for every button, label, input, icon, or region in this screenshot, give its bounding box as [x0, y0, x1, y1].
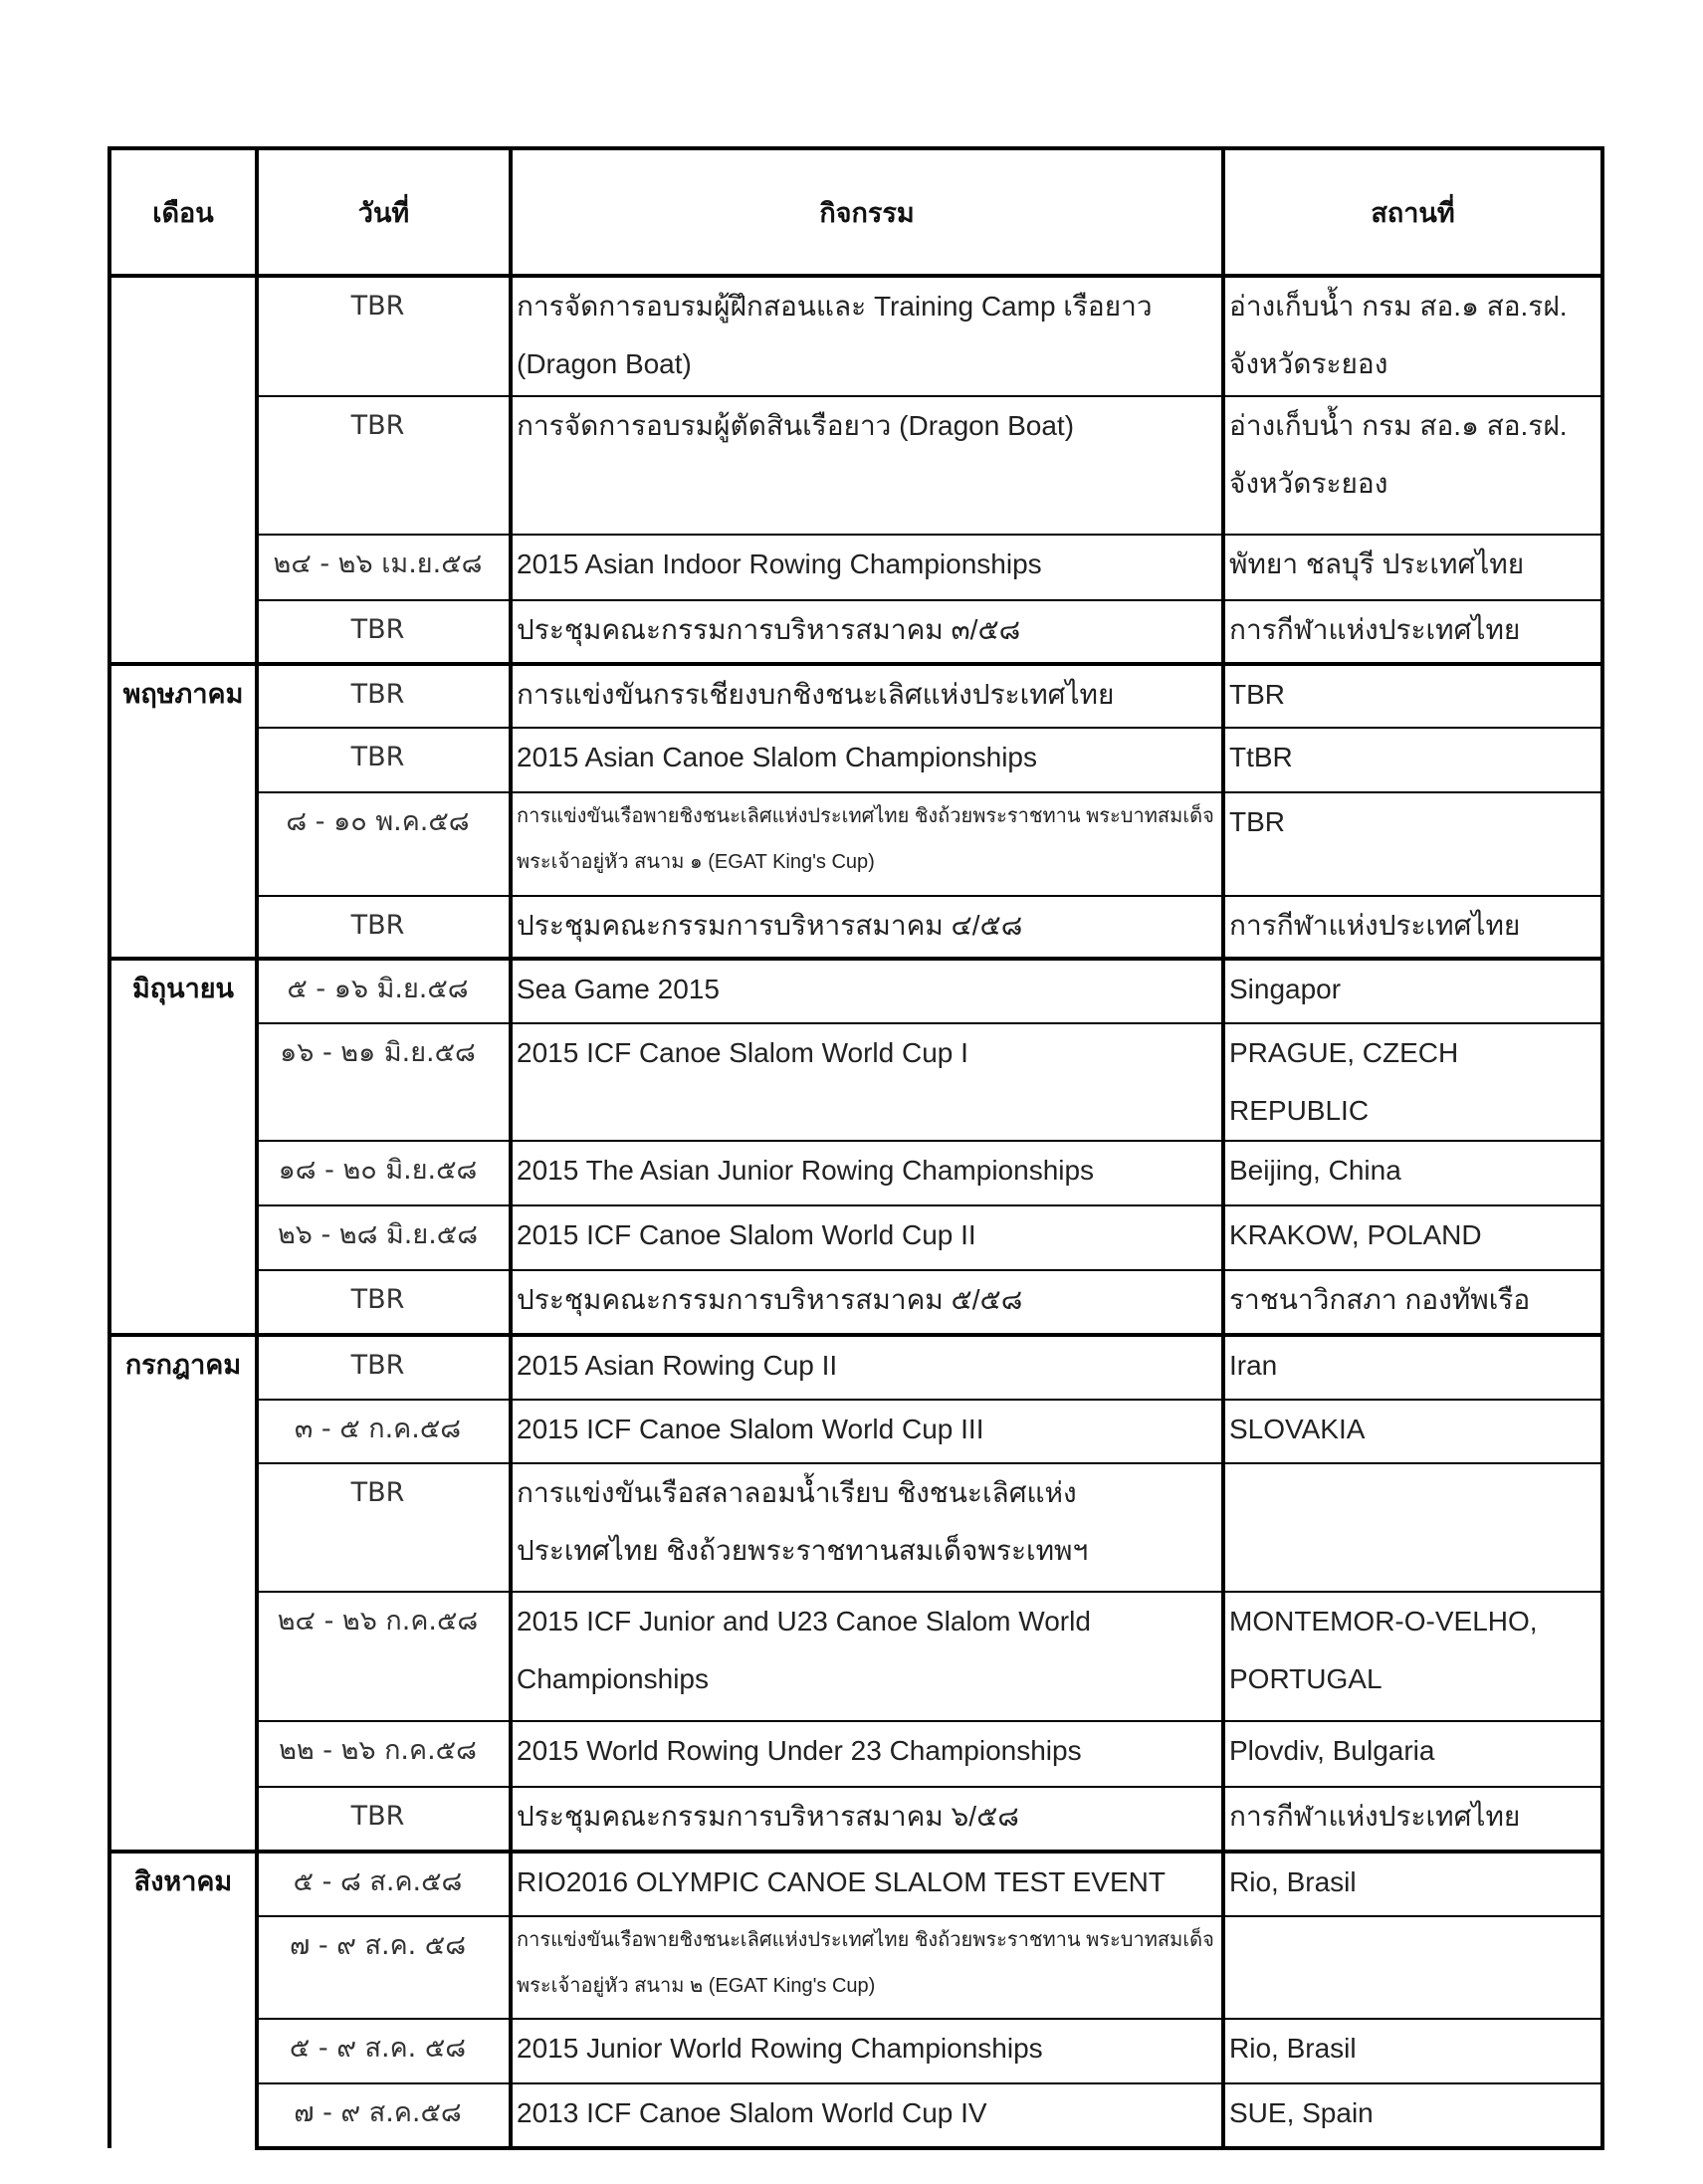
date-cell: TBR [257, 728, 511, 792]
date-cell: ๘ - ๑๐ พ.ค.๕๘ [257, 792, 511, 896]
table-row [109, 2019, 1602, 2083]
date-cell: ๕ - ๙ ส.ค. ๕๘ [257, 2019, 511, 2083]
activity-cell: 2015 ICF Junior and U23 Canoe Slalom World Championships [511, 1592, 1223, 1721]
activity-cell: RIO2016 OLYMPIC CANOE SLALOM TEST EVENT [511, 1852, 1223, 1916]
place-cell: อ่างเก็บน้ำ กรม สอ.๑ สอ.รฝ. จังหวัดระยอง [1223, 276, 1602, 396]
activity-cell: ประชุมคณะกรรมการบริหารสมาคม ๖/๕๘ [511, 1787, 1223, 1852]
place-cell: TBR [1223, 664, 1602, 728]
table-row [109, 1141, 1602, 1205]
place-cell: SUE, Spain [1223, 2083, 1602, 2148]
date-cell: TBR [257, 1270, 511, 1335]
place-cell: Iran [1223, 1335, 1602, 1400]
date-cell: TBR [257, 896, 511, 959]
table-row [109, 1400, 1602, 1463]
table-row [109, 1270, 1602, 1335]
schedule-table [107, 146, 1604, 2150]
activity-cell: 2013 ICF Canoe Slalom World Cup IV [511, 2083, 1223, 2148]
place-cell: การกีฬาแห่งประเทศไทย [1223, 1787, 1602, 1852]
date-cell: TBR [257, 664, 511, 728]
month-cell-june: มิถุนายน [109, 959, 257, 1335]
place-cell [1223, 1916, 1602, 2019]
activity-cell: Sea Game 2015 [511, 959, 1223, 1023]
month-cell-may: พฤษภาคม [109, 664, 257, 959]
date-cell: ๕ - ๘ ส.ค.๕๘ [257, 1852, 511, 1916]
header-month: เดือน [109, 148, 257, 276]
place-cell: อ่างเก็บน้ำ กรม สอ.๑ สอ.รฝ. จังหวัดระยอง [1223, 396, 1602, 535]
table-row [109, 1787, 1602, 1852]
activity-cell: 2015 The Asian Junior Rowing Championships [511, 1141, 1223, 1205]
month-cell-august: สิงหาคม [109, 1852, 257, 2148]
date-cell: ๒๔ - ๒๖ เม.ย.๕๘ [257, 535, 511, 600]
place-cell: TtBR [1223, 728, 1602, 792]
table-row [109, 1592, 1602, 1721]
date-cell: ๒๖ - ๒๘ มิ.ย.๕๘ [257, 1205, 511, 1270]
table-row [109, 2083, 1602, 2148]
date-cell: TBR [257, 1335, 511, 1400]
table-row [109, 1721, 1602, 1787]
table-row [109, 896, 1602, 959]
place-cell: พัทยา ชลบุรี ประเทศไทย [1223, 535, 1602, 600]
activity-cell: การแข่งขันเรือพายชิงชนะเลิศแห่งประเทศไทย ชิงถ้วยพระราชทาน พระบาทสมเด็จพระเจ้าอยู่หัว สนาม ๒ (EGAT King's Cup) [511, 1916, 1223, 2019]
activity-cell: 2015 ICF Canoe Slalom World Cup I [511, 1023, 1223, 1141]
header-activity: กิจกรรม [511, 148, 1223, 276]
table-row [109, 1205, 1602, 1270]
place-cell: ราชนาวิกสภา กองทัพเรือ [1223, 1270, 1602, 1335]
activity-cell: การจัดการอบรมผู้ฝึกสอนและ Training Camp เรือยาว (Dragon Boat) [511, 276, 1223, 396]
header-place: สถานที่ [1223, 148, 1602, 276]
table-row [109, 1023, 1602, 1141]
table-row [109, 535, 1602, 600]
header-date: วันที่ [257, 148, 511, 276]
place-cell: Plovdiv, Bulgaria [1223, 1721, 1602, 1787]
month-cell [109, 276, 257, 664]
place-cell [1223, 1463, 1602, 1592]
table-row [109, 1916, 1602, 2019]
place-cell: Beijing, China [1223, 1141, 1602, 1205]
table-row [109, 792, 1602, 896]
date-cell: ๗ - ๙ ส.ค. ๕๘ [257, 1916, 511, 2019]
activity-cell: 2015 World Rowing Under 23 Championships [511, 1721, 1223, 1787]
activity-cell: การจัดการอบรมผู้ตัดสินเรือยาว (Dragon Boat) [511, 396, 1223, 535]
place-cell: PRAGUE, CZECH REPUBLIC [1223, 1023, 1602, 1141]
activity-cell: การแข่งขันกรรเชียงบกชิงชนะเลิศแห่งประเทศไทย [511, 664, 1223, 728]
activity-cell: การแข่งขันเรือพายชิงชนะเลิศแห่งประเทศไทย ชิงถ้วยพระราชทาน พระบาทสมเด็จพระเจ้าอยู่หัว สนาม ๑ (EGAT King's Cup) [511, 792, 1223, 896]
table-row [109, 664, 1602, 728]
header-row [109, 148, 1602, 276]
table-row [109, 959, 1602, 1023]
table-row [109, 600, 1602, 664]
activity-cell: ประชุมคณะกรรมการบริหารสมาคม ๔/๕๘ [511, 896, 1223, 959]
table-row [109, 276, 1602, 396]
date-cell: ๕ - ๑๖ มิ.ย.๕๘ [257, 959, 511, 1023]
place-cell: MONTEMOR-O-VELHO, PORTUGAL [1223, 1592, 1602, 1721]
table-row [109, 1463, 1602, 1592]
date-cell: ๑๘ - ๒๐ มิ.ย.๕๘ [257, 1141, 511, 1205]
place-cell: การกีฬาแห่งประเทศไทย [1223, 600, 1602, 664]
table-row [109, 1335, 1602, 1400]
activity-cell: 2015 ICF Canoe Slalom World Cup II [511, 1205, 1223, 1270]
date-cell: TBR [257, 1787, 511, 1852]
date-cell: ๒๒ - ๒๖ ก.ค.๕๘ [257, 1721, 511, 1787]
table-row [109, 728, 1602, 792]
activity-cell: 2015 Asian Rowing Cup II [511, 1335, 1223, 1400]
date-cell: ๒๔ - ๒๖ ก.ค.๕๘ [257, 1592, 511, 1721]
place-cell: KRAKOW, POLAND [1223, 1205, 1602, 1270]
activity-cell: ประชุมคณะกรรมการบริหารสมาคม ๓/๕๘ [511, 600, 1223, 664]
place-cell: SLOVAKIA [1223, 1400, 1602, 1463]
place-cell: Rio, Brasil [1223, 1852, 1602, 1916]
date-cell: ๑๖ - ๒๑ มิ.ย.๕๘ [257, 1023, 511, 1141]
date-cell: TBR [257, 600, 511, 664]
table-row [109, 1852, 1602, 1916]
date-cell: TBR [257, 396, 511, 535]
activity-cell: 2015 ICF Canoe Slalom World Cup III [511, 1400, 1223, 1463]
table-row [109, 396, 1602, 535]
date-cell: ๗ - ๙ ส.ค.๕๘ [257, 2083, 511, 2148]
place-cell: Rio, Brasil [1223, 2019, 1602, 2083]
activity-cell: 2015 Asian Indoor Rowing Championships [511, 535, 1223, 600]
place-cell: TBR [1223, 792, 1602, 896]
activity-cell: การแข่งขันเรือสลาลอมน้ำเรียบ ชิงชนะเลิศแห่งประเทศไทย ชิงถ้วยพระราชทานสมเด็จพระเทพฯ [511, 1463, 1223, 1592]
activity-cell: 2015 Asian Canoe Slalom Championships [511, 728, 1223, 792]
date-cell: TBR [257, 1463, 511, 1592]
date-cell: TBR [257, 276, 511, 396]
place-cell: Singapor [1223, 959, 1602, 1023]
activity-cell: ประชุมคณะกรรมการบริหารสมาคม ๕/๕๘ [511, 1270, 1223, 1335]
date-cell: ๓ - ๕ ก.ค.๕๘ [257, 1400, 511, 1463]
month-cell-july: กรกฎาคม [109, 1335, 257, 1852]
activity-cell: 2015 Junior World Rowing Championships [511, 2019, 1223, 2083]
place-cell: การกีฬาแห่งประเทศไทย [1223, 896, 1602, 959]
